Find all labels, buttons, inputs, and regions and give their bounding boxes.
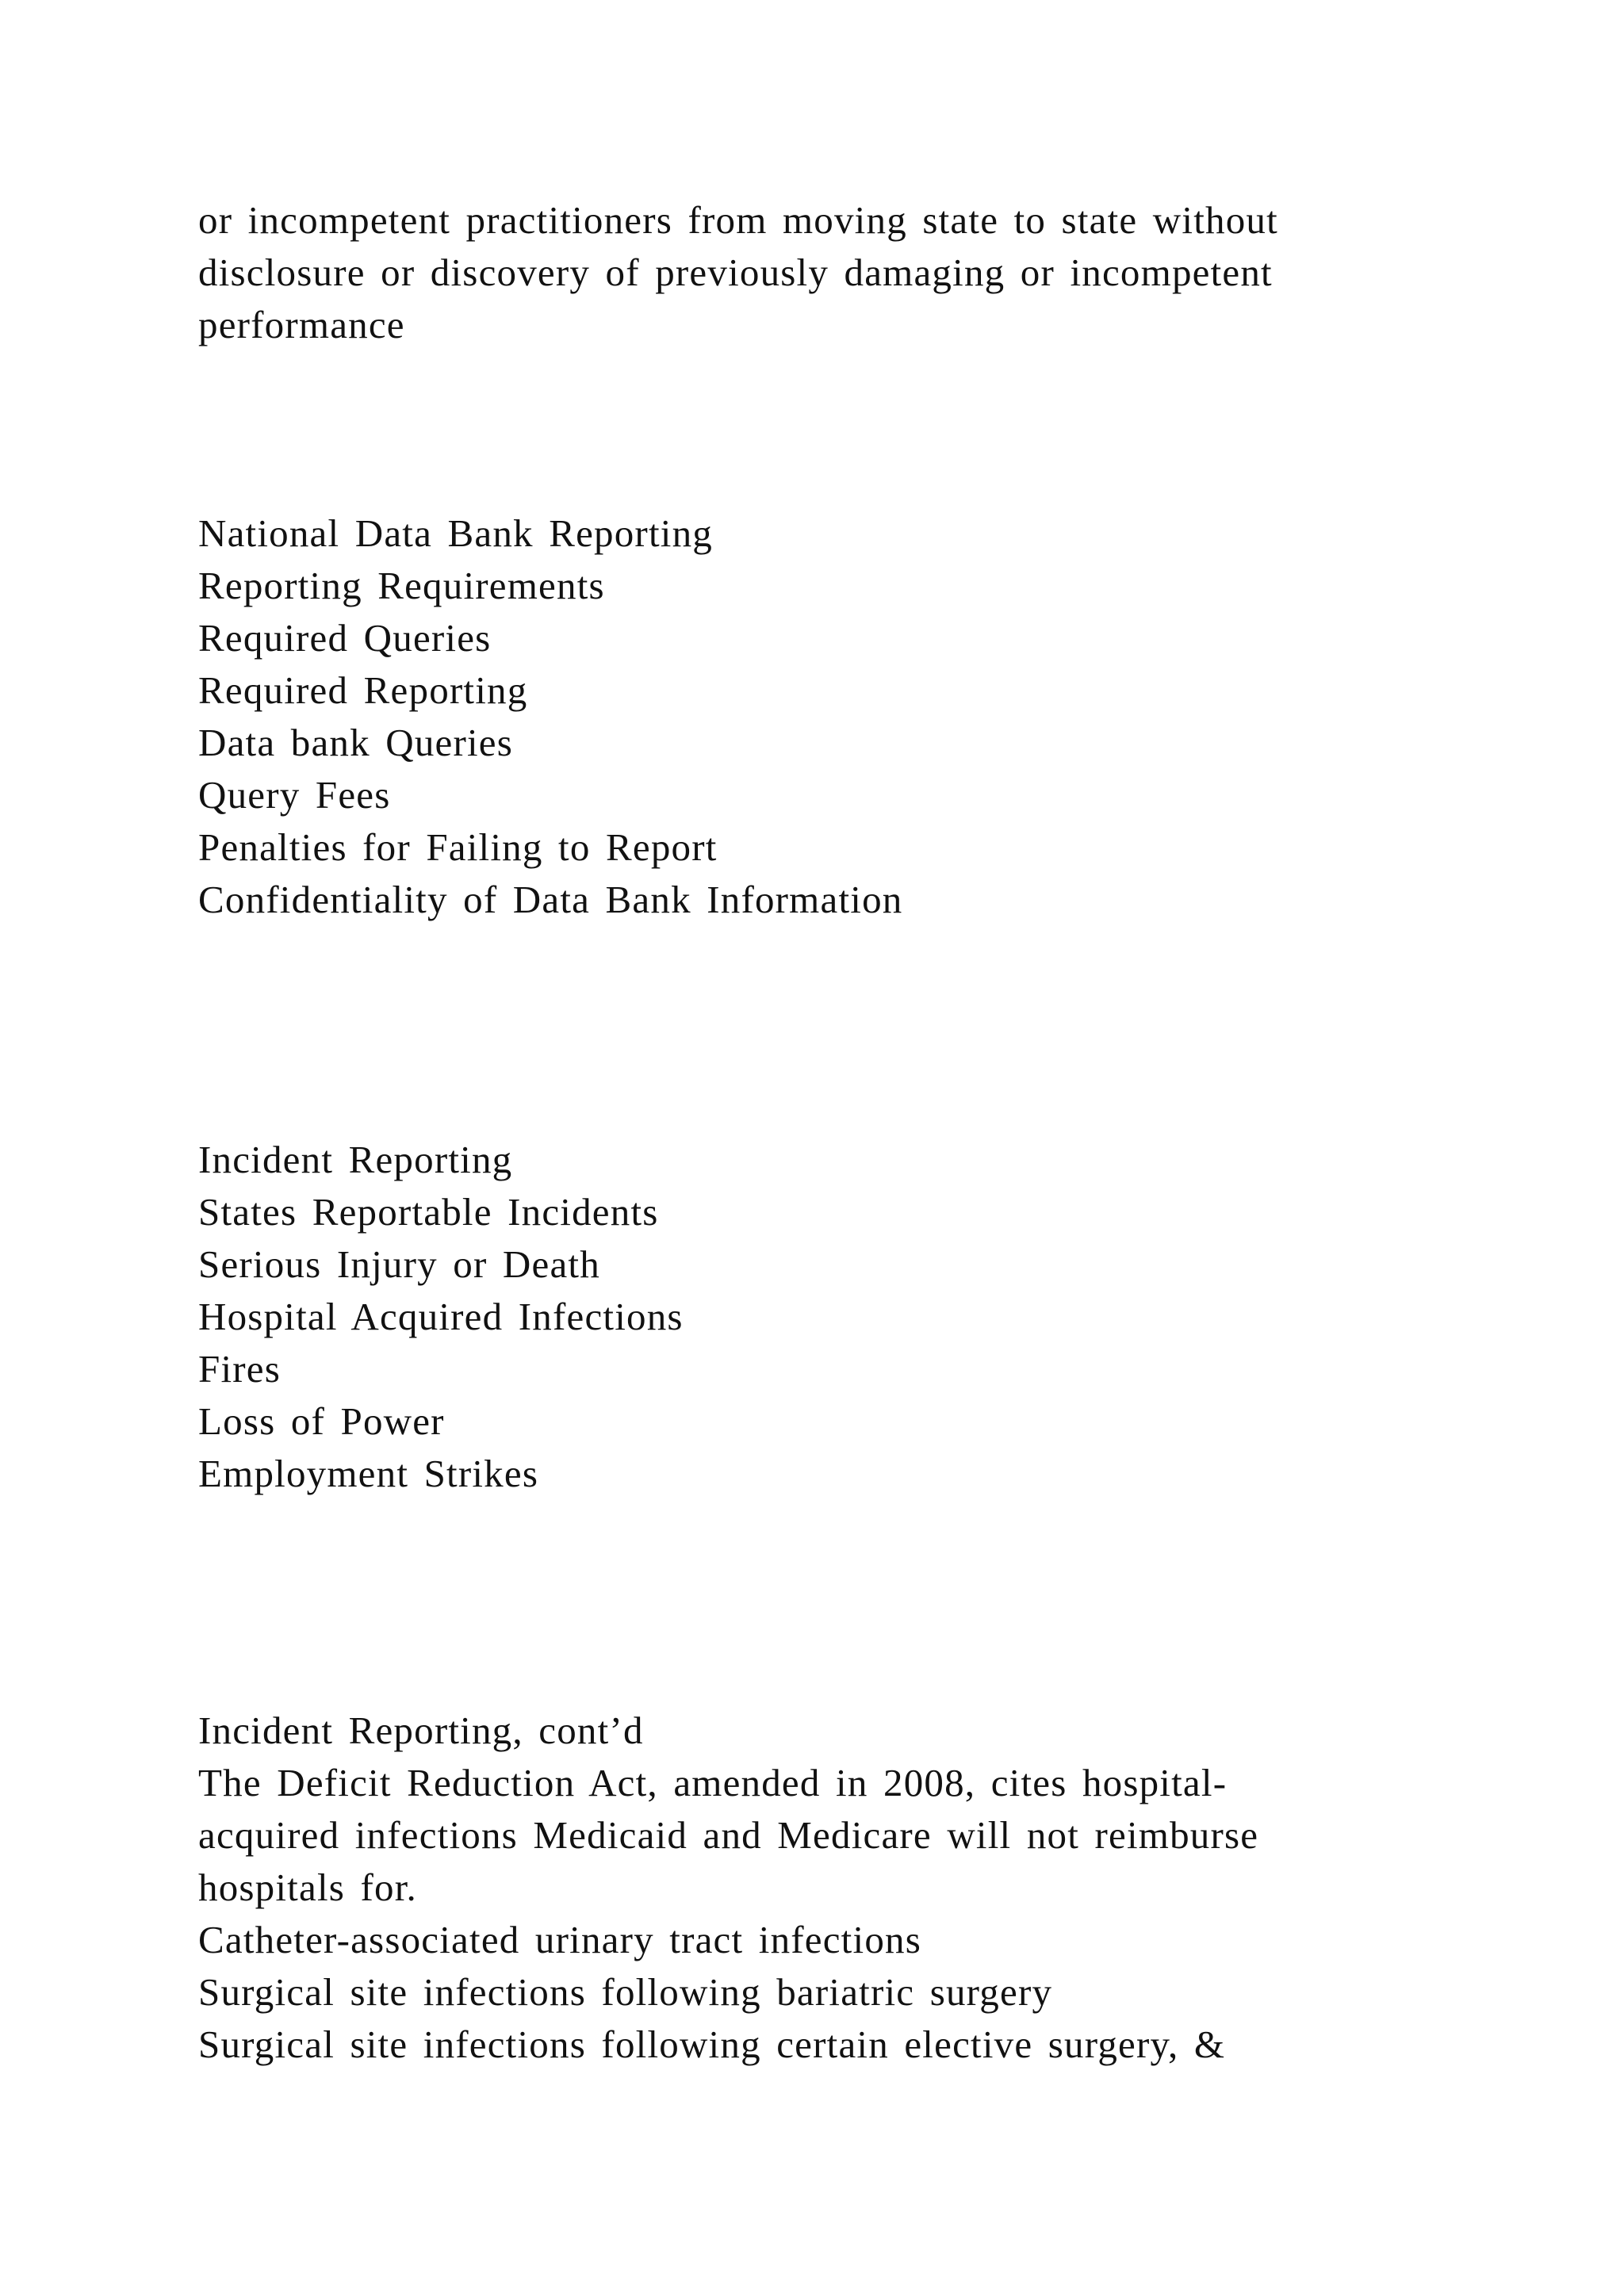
intro-line: or incompetent practitioners from moving state to state without <box>198 198 1278 242</box>
incident-contd-paragraph-line: The Deficit Reduction Act, amended in 2008, cites hospital- <box>198 1761 1228 1804</box>
data-bank-item: Query Fees <box>198 773 391 817</box>
data-bank-item: Reporting Requirements <box>198 564 605 607</box>
incident-item: Hospital Acquired Infections <box>198 1295 684 1338</box>
data-bank-heading: National Data Bank Reporting <box>198 511 713 555</box>
incident-reporting-contd-section <box>198 1705 1419 2071</box>
data-bank-item: Required Queries <box>198 616 492 660</box>
incident-item: Fires <box>198 1347 281 1391</box>
data-bank-item: Required Reporting <box>198 668 528 712</box>
incident-item: Loss of Power <box>198 1399 445 1443</box>
data-bank-section <box>198 507 1419 926</box>
incident-contd-item: Catheter-associated urinary tract infections <box>198 1918 921 1961</box>
incident-contd-item: Surgical site infections following bariatric surgery <box>198 1970 1053 2014</box>
incident-item: Employment Strikes <box>198 1452 539 1495</box>
incident-heading: Incident Reporting <box>198 1138 513 1181</box>
incident-contd-paragraph-line: hospitals for. <box>198 1866 417 1909</box>
incident-reporting-section <box>198 1134 1419 1500</box>
data-bank-item: Data bank Queries <box>198 721 514 764</box>
incident-item: Serious Injury or Death <box>198 1242 600 1286</box>
data-bank-item: Confidentiality of Data Bank Information <box>198 878 903 921</box>
incident-item: States Reportable Incidents <box>198 1190 659 1234</box>
incident-contd-item: Surgical site infections following certain elective surgery, & <box>198 2022 1226 2066</box>
incident-contd-heading: Incident Reporting, cont’d <box>198 1709 644 1752</box>
incident-contd-paragraph-line: acquired infections Medicaid and Medicare will not reimburse <box>198 1813 1259 1857</box>
intro-line: disclosure or discovery of previously damaging or incompetent <box>198 251 1273 294</box>
intro-paragraph <box>198 194 1419 351</box>
data-bank-item: Penalties for Failing to Report <box>198 825 718 869</box>
intro-line: performance <box>198 303 405 346</box>
